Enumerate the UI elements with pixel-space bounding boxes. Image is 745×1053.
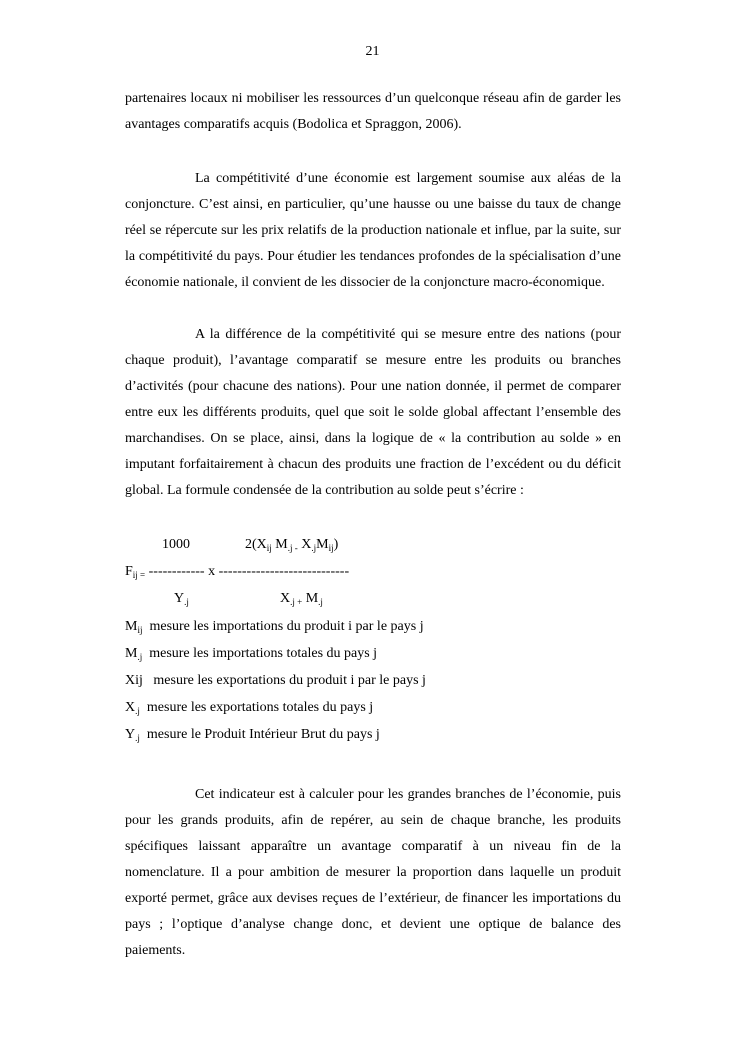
definition-symbol: M [125, 646, 138, 661]
formula-lhs-sub: ij = [132, 570, 146, 580]
definition-sub: .j [135, 706, 140, 716]
formula-times: x [208, 564, 216, 579]
definition-symbol: M [125, 619, 138, 634]
formula-num-close: ) [333, 537, 339, 552]
formula-num-open: 2(X [245, 537, 267, 552]
definition-text: mesure les exportations totales du pays j [146, 700, 374, 715]
formula-num-sub-j: .j [311, 543, 317, 553]
formula-num-sub-ij2: ij [328, 543, 334, 553]
paragraph-1: partenaires locaux ni mobiliser les ressources d’un quelconque réseau afin de garder les avantages comparatifs acquis (Bodolica et Spraggon, 2006). [125, 91, 621, 132]
definition-sub: .j [135, 733, 140, 743]
formula-den-m-sub: .j [318, 597, 323, 607]
formula-dashes-right: ---------------------------- [218, 564, 350, 579]
paragraph-3: A la différence de la compétitivité qui se mesure entre des nations (pour chaque produit), l’avantage comparatif se mesure entre les produits ou branches d’activités (pour chacune des nations). Pour une nation donnée, il permet de comparer entre eux les différents produits, quel que soit le solde global affectant l’ensemble des marchandises. On se place, ainsi, dans la logique de « la contribution au solde » en imputant forfaitairement à chacun des produits une fraction de l’excédent ou du déficit global. La formule condensée de la contribution au solde peut s’écrire : [125, 327, 621, 498]
formula-num-m2: M [316, 537, 329, 552]
formula-num-x: X [301, 537, 312, 552]
definition-text: mesure les importations totales du pays j [149, 646, 378, 661]
definition-xj [125, 700, 373, 716]
definition-mj [125, 646, 377, 662]
formula-den-y-sub: .j [184, 597, 189, 607]
definition-sub: .j [137, 652, 143, 662]
definition-symbol: Xij [125, 673, 143, 688]
definition-text: mesure les importations du produit i par le pays j [149, 619, 424, 634]
definition-mij [125, 619, 424, 635]
formula-fraction-line [125, 564, 349, 580]
definition-yj [125, 727, 380, 743]
formula-dashes-left: ------------ [148, 564, 205, 579]
definition-sub: ij [137, 625, 143, 635]
definition-text: mesure le Produit Intérieur Brut du pays j [146, 727, 380, 742]
formula-num-sub-ij: ij [266, 543, 272, 553]
paragraph-2: La compétitivité d’une économie est largement soumise aux aléas de la conjoncture. C’est ainsi, en particulier, qu’une hausse ou une baisse du taux de change réel se répercute sur les prix relatifs de la production nationale et influe, par la suite, sur la compétitivité du pays. Pour étudier les tendances profondes de la spécialisation d’une économie nationale, il convient de les dissocier de la conjoncture macro-économique. [125, 171, 621, 290]
page-number: 21 [365, 44, 380, 59]
formula-num-m: M [275, 537, 288, 552]
formula-denominator-left [174, 591, 189, 607]
formula-denominator-right [280, 591, 323, 607]
formula-num-sub-j-minus: .j - [287, 543, 298, 553]
formula-den-m: M [305, 591, 319, 606]
formula-lhs-f: F [125, 564, 133, 579]
formula-den-x: X [280, 591, 291, 606]
definition-symbol: X [125, 700, 136, 715]
paragraph-4: Cet indicateur est à calculer pour les grandes branches de l’économie, puis pour les grands produits, afin de repérer, au sein de chaque branche, les produits spécifiques laissant apparaître un avantage comparatif à un niveau fin de la nomenclature. Il a pour ambition de mesurer la proportion dans laquelle un produit exporté permet, grâce aux devises reçues de l’extérieur, de financer les importations du pays ; l’optique d’analyse change donc, et devient une optique de balance des paiements. [125, 787, 621, 958]
definition-xij [125, 673, 426, 689]
formula-numerator [245, 537, 338, 553]
definition-text: mesure les exportations du produit i par le pays j [153, 673, 426, 688]
formula-den-x-sub: .j + [290, 597, 303, 607]
definition-symbol: Y [125, 727, 136, 742]
formula-den-y: Y [174, 591, 185, 606]
formula-numerator-constant: 1000 [162, 537, 190, 552]
